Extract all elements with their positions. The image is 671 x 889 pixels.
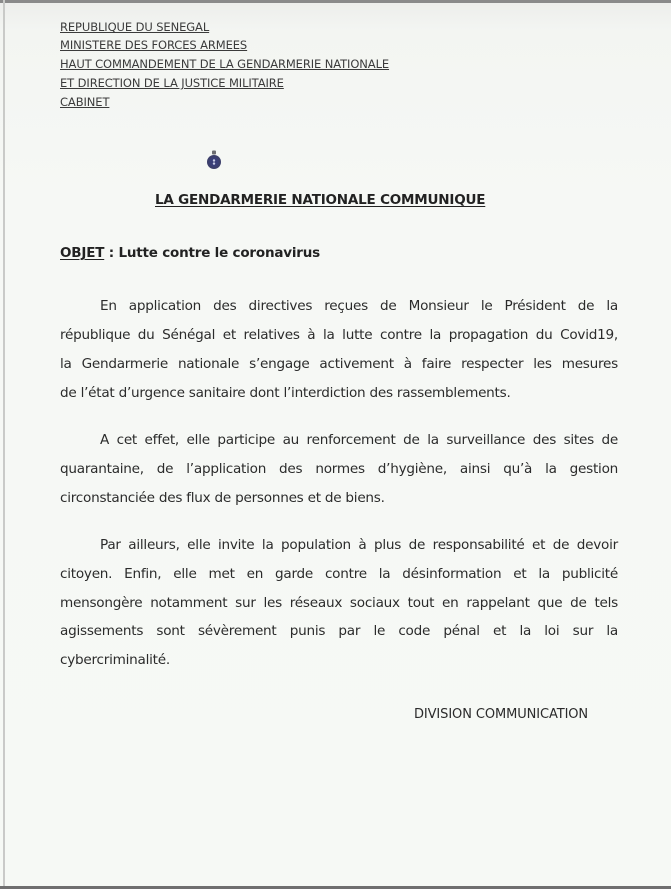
paragraph-3-line-4: agissements sont sévèrement punis par le code pénal et la loi sur la (60, 623, 618, 639)
letterhead-line-military-justice: ET DIRECTION DE LA JUSTICE MILITAIRE (60, 76, 284, 90)
subject-line (60, 245, 320, 261)
subject-separator: : (104, 245, 119, 261)
paragraph-2-line-3: circonstanciée des flux de personnes et de biens. (60, 490, 385, 506)
paragraph-3-line-5: cybercriminalité. (60, 652, 170, 668)
letterhead-line-high-command: HAUT COMMANDEMENT DE LA GENDARMERIE NATIONALE (60, 57, 390, 71)
gendarmerie-emblem-icon (206, 150, 222, 170)
communique-title: LA GENDARMERIE NATIONALE COMMUNIQUE (155, 192, 486, 208)
subject-label: OBJET (60, 245, 105, 261)
paragraph-3-line-3: mensongère notamment sur les réseaux sociaux tout en rappelant que de tels (60, 595, 618, 611)
left-border (3, 0, 5, 889)
signature: DIVISION COMMUNICATION (414, 707, 589, 722)
top-border (0, 0, 671, 3)
paragraph-1-line-3: la Gendarmerie nationale s’engage activement à faire respecter les mesures (60, 356, 618, 372)
subject-text: Lutte contre le coronavirus (118, 245, 321, 261)
paragraph-3-line-1: Par ailleurs, elle invite la population à plus de responsabilité et de devoir (100, 537, 618, 553)
letterhead-line-cabinet: CABINET (60, 95, 110, 109)
letterhead-line-ministry: MINISTERE DES FORCES ARMEES (60, 38, 248, 52)
paragraph-2-line-2: quarantaine, de l’application des normes d’hygiène, ainsi qu’à la gestion (60, 461, 618, 477)
paragraph-1-line-1: En application des directives reçues de Monsieur le Président de la (100, 298, 618, 314)
paragraph-1-line-4: de l’état d’urgence sanitaire dont l’interdiction des rassemblements. (60, 385, 511, 401)
paragraph-3-line-2: citoyen. Enfin, elle met en garde contre la désinformation et la publicité (60, 566, 618, 582)
paragraph-1-line-2: république du Sénégal et relatives à la lutte contre la propagation du Covid19, (60, 327, 618, 343)
paragraph-2-line-1: A cet effet, elle participe au renforcement de la surveillance des sites de (100, 432, 618, 448)
letterhead-line-republic: REPUBLIQUE DU SENEGAL (60, 20, 210, 34)
